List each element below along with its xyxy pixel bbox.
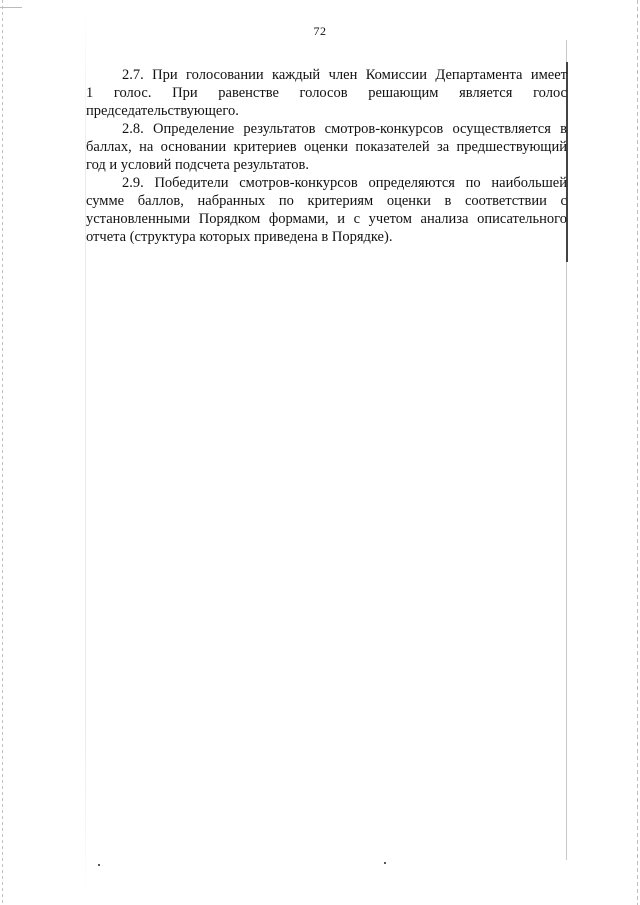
paragraph-2-8 [86, 120, 567, 174]
paragraph-2-7 [86, 66, 567, 120]
paragraph-line: баллах, на основании критериев оценки показателей за предшествующий [86, 139, 567, 155]
paragraph-line: отчета (структура которых приведена в Порядке). [86, 229, 393, 245]
scan-speck [384, 862, 386, 864]
paragraph-line: 1 голос. При равенстве голосов решающим является голос [86, 85, 567, 101]
document-body [86, 66, 567, 246]
paragraph-line: председательствующего. [86, 103, 239, 119]
paragraph-line: установленными Порядком формами, и с учетом анализа описательного [86, 211, 567, 227]
scan-corner-mark [0, 7, 22, 8]
page-number: 72 [313, 24, 327, 38]
scan-edge-right [637, 0, 638, 905]
paragraph-2-9 [86, 174, 567, 246]
scan-speck [98, 864, 100, 866]
paragraph-line: 2.9. Победители смотров-конкурсов определяются по наибольшей [122, 175, 567, 191]
paragraph-line: сумме баллов, набранных по критериям оценки в соответствии с [86, 193, 567, 209]
paragraph-line: 2.8. Определение результатов смотров-конкурсов осуществляется в [122, 121, 567, 137]
scan-edge-left [2, 0, 3, 905]
paragraph-line: год и условий подсчета результатов. [86, 157, 310, 173]
paragraph-line: 2.7. При голосовании каждый член Комиссии Департамента имеет [122, 67, 567, 83]
